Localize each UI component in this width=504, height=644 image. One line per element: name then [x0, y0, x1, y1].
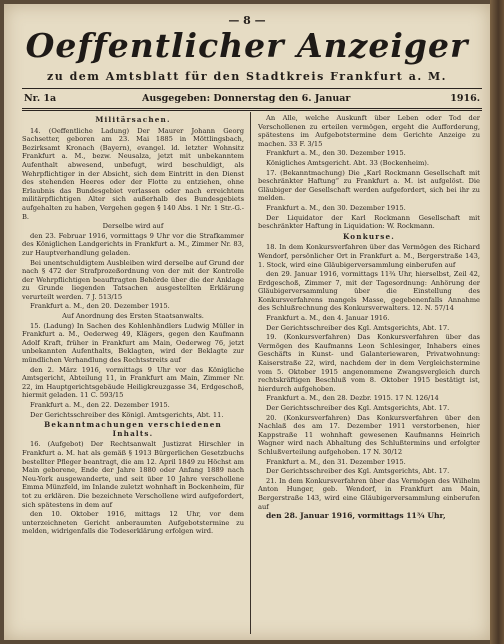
notice-paragraph: Der Gerichtsschreiber des Kgl. Amtsgerichts, Abt. 17.: [266, 404, 450, 412]
notice-line: Derselbe wird auf: [102, 222, 164, 231]
issue-bar: [22, 91, 482, 107]
notice-paragraph: den 2. März 1916, vormittags 9 Uhr vor das Königliche Amtsgericht, Abteilung 11, in Frankfurt am Main, Zimmer Nr. 22, im Hauptgerichtsgebäude Heiligkreuzgasse 34, Erdgeschoß, hiermit geladen. 11 C. 593/15: [22, 365, 244, 400]
notice-paragraph: Frankfurt a. M., den 31. Dezember 1915.: [266, 457, 406, 466]
column-divider: [250, 112, 251, 634]
notice-paragraph: Königliches Amtsgericht. Abt. 33 (Bockenheim).: [266, 158, 430, 167]
notice-paragraph: Frankfurt a. M., den 22. Dezember 1915.: [30, 401, 170, 409]
notice-paragraph: 19. (Konkursverfahren) Das Konkursverfahren über das Vermögen des Kaufmanns Leon Schlesinger, Inhabers eines Geschäfts in Kunst- und Galanteriewaren, Privatwohnung: Kaiserstraße 22, wird, nachdem der in dem Vergleichstermine vom 5. Oktober 1915 angenommene Zwangsvergleich durch rechtskräftigen Beschluß vom 8. Oktober 1915 bestätigt ist, hierdurch aufgehoben.: [258, 333, 480, 393]
notice-paragraph: Der Gerichtsschreiber des Kgl. Amtsgerichts, Abt. 17.: [266, 323, 450, 332]
section-heading: Konkurse.: [342, 231, 396, 241]
page-number: — 8 —: [228, 14, 266, 27]
notice-paragraph: 16. (Aufgebot) Der Rechtsanwalt Justizrat Hirschler in Frankfurt a. M. hat als gemäß § 1913 Bürgerlichen Gesetzbuchs bestellter Pfleger beantragt, die am 12. April 1849 zu Höchst am Main geborene, Ende der Jahre 1880 oder Anfang 1889 nach Neu-York ausgewanderte, und seit über 10 Jahre verschollene Emma Münzfeld, im Inlande zuletzt wohnhaft in Bockenheim, für tot zu erklären. Die bezeichnete Verschollene wird aufgefordert, sich spätestens in dem auf: [22, 440, 244, 509]
masthead-title: Oeffentlicher Anzeiger: [25, 26, 469, 65]
masthead-rule-bottom-double: [22, 110, 482, 111]
notice-paragraph: 18. In dem Konkursverfahren über das Vermögen des Richard Wendorf, persönlicher Ort in Frankfurt a. M., Bergerstraße 143, 1. Stock, wird eine Gläubigerversammlung einberufen auf: [258, 243, 480, 269]
notice-paragraph: den 23. Februar 1916, vormittags 9 Uhr vor die Strafkammer des Königlichen Landgerichts in Frankfurt a. M., Zimmer Nr. 83, zur Hauptverhandlung geladen.: [22, 231, 244, 257]
notice-paragraph: 15. (Ladung) In Sachen des Kohlenhändlers Ludwig Müller in Frankfurt a. M., Oederweg 49, Klägers, gegen den Kaufmann Adolf Kraft, früher in Frankfurt am Main, Oederweg 76, jetzt unbekannten Aufenthalts, Beklagten, wird der Beklagte zur mündlichen Verhandlung des Rechtsstreits auf: [22, 321, 244, 365]
notice-paragraph: Frankfurt a. M., den 4. Januar 1916.: [266, 314, 390, 323]
left-column: [22, 114, 244, 636]
right-column: [258, 114, 480, 636]
masthead-subtitle: zu dem Amtsblatt für den Stadtkreis Frankfurt a. M.: [47, 70, 447, 83]
notice-paragraph: 21. In dem Konkursverfahren über das Vermögen des Wilhelm Anton Hunger, geb. Wendorf, in Frankfurt am Main, Bergerstraße 143, wird eine Gläubigerversammlung einberufen auf: [258, 476, 480, 511]
section-heading: Militärsachen.: [95, 115, 171, 124]
notice-paragraph: An Alle, welche Auskunft über Leben oder Tod der Verschollenen zu erteilen vermögen, ergeht die Aufforderung, spätestens im Aufgebotstermine dem Gerichte Anzeige zu machen. 33 F. 3/15: [258, 114, 480, 148]
masthead-rule-bottom: [22, 108, 482, 109]
notice-paragraph: den 29. Januar 1916, vormittags 11¾ Uhr, hierselbst, Zeil 42, Erdgeschoß, Zimmer 7, mit der Tagesordnung: Anhörung der Gläubigerversammlung über die Einstellung des Konkursverfahrens mangels Masse, gegebenenfalls Annahme des Schlußrechnung des Konkursverwalters. 12. N. 57/14: [258, 270, 480, 313]
issue-number: Nr. 1a: [24, 93, 57, 104]
notice-paragraph: Frankfurt a. M., den 28. Dezbr. 1915. 17 N. 126/14: [266, 394, 439, 403]
notice-paragraph: Der Gerichtsschreiber des Königl. Amtsgerichts, Abt. 11.: [30, 410, 224, 419]
notice-paragraph: Der Liquidator der Karl Rockmann Gesellschaft mit beschränkter Haftung in Liquidation: W. Rockmann.: [258, 213, 480, 231]
notice-paragraph: den 10. Oktober 1916, mittags 12 Uhr, vor dem unterzeichneten Gericht anberaumten Aufgebotstermine zu melden, widrigenfalls die Todeserklärung erfolgen wird.: [22, 510, 244, 536]
section-heading: Bekanntmachungen verschiedenen Inhalts.: [44, 420, 222, 438]
notice-paragraph: 20. (Konkursverfahren) Das Konkursverfahren über den Nachlaß des am 17. Dezember 1911 verstorbenen, hier Kappstraße 11 wohnhaft gewesenen Kaufmanns Heinrich Wagner wird nach Abhaltung des Schlußtermins und erfolgter Schlußverteilung aufgehoben. 17 N. 30/12: [258, 413, 480, 456]
notice-paragraph: Bei unentschuldigtem Ausbleiben wird derselbe auf Grund der nach § 472 der Strafprozeßordnung von der mit der Kontrolle der Wehrpflichtigen beauftragten Behörde über die der Anklage zu Grunde liegenden Tatsachen ausgestellten Erklärung verurteilt werden. 7 J. 513/15: [22, 258, 244, 301]
book-spine: [490, 0, 504, 644]
notice-paragraph: 14. (Oeffentliche Ladung) Der Maurer Johann Georg Sachsetter, geboren am 23. Mai 1885 in Möttlingsbach, Bezirksamt Kronach (Bayern), evangel. ld. letzter Wohnsitz Frankfurt a. M., bezw. Neusalza, jetzt mit unbekanntem Aufenthalt abwesend, unbefugt, wird beschuldigt, als Wehrpflichtiger in der Absicht, sich dem Eintritt in den Dienst des stehenden Heeres oder der Flotte zu entziehen, ohne Erlaubnis das Bundesgebiet verlassen oder nach erreichtem militärpflichtigen Alter sich außerhalb des Bundesgebiets aufgehalten zu haben, Vergehen gegen § 140 Abs. 1 Nr. 1 Str.-G.-B.: [22, 126, 244, 221]
notice-paragraph: Frankfurt a. M., den 30. Dezember 1915.: [266, 149, 406, 158]
notice-line: Auf Anordnung des Ersten Staatsanwalts.: [62, 312, 204, 321]
notice-paragraph: Der Gerichtsschreiber des Kgl. Amtsgerichts, Abt. 17.: [266, 467, 450, 476]
newspaper-page: [4, 4, 490, 640]
issue-year: 1916.: [450, 93, 480, 104]
notice-paragraph: 17. (Bekanntmachung) Die „Karl Rockmann Gesellschaft mit beschränkter Haftung“ zu Frankfurt a. M. ist aufgelöst. Die Gläubiger der Gesellschaft werden aufgefordert, sich bei ihr zu melden.: [258, 168, 480, 203]
masthead-rule-top: [22, 88, 482, 89]
notice-paragraph: Frankfurt a. M., den 30. Dezember 1915.: [266, 203, 406, 212]
notice-date-line: den 28. Januar 1916, vormittags 11¾ Uhr,: [266, 511, 446, 521]
notice-paragraph: Frankfurt a. M., den 20. Dezember 1915.: [30, 302, 170, 311]
issue-date: Ausgegeben: Donnerstag den 6. Januar: [142, 93, 351, 104]
